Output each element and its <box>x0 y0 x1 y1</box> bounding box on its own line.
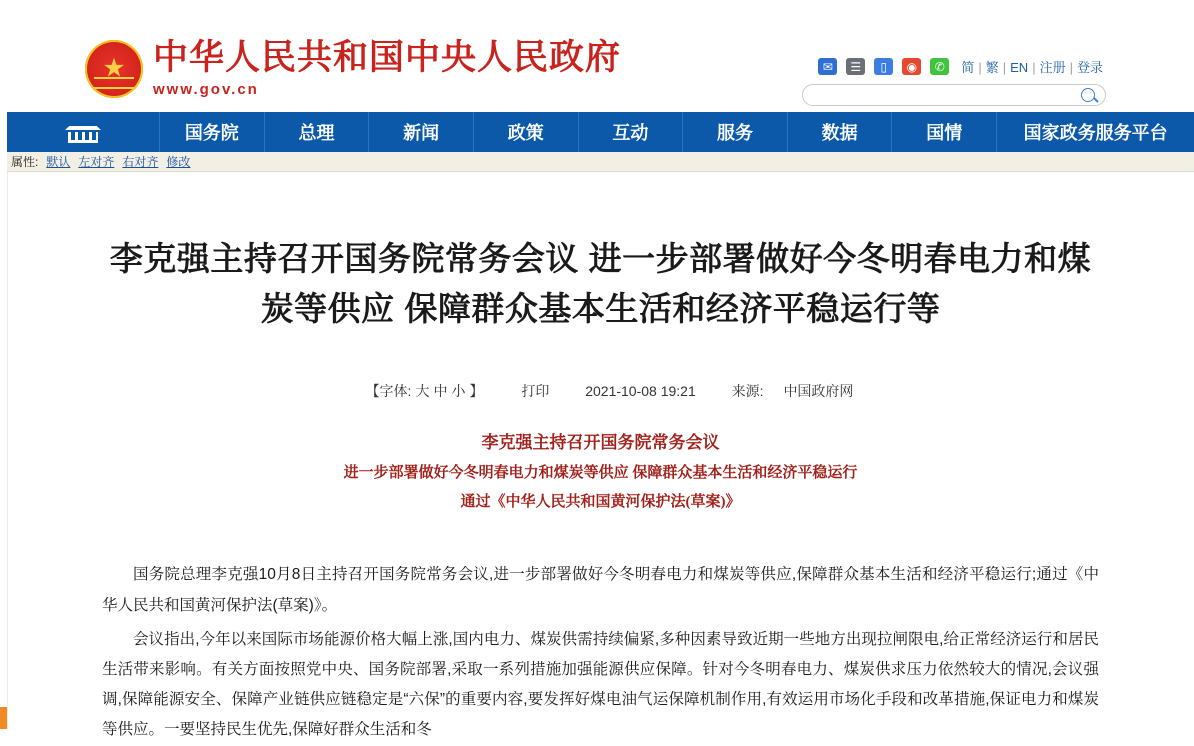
scroll-thumb[interactable] <box>0 707 7 729</box>
nav-item-zongli[interactable]: 总理 <box>265 112 370 152</box>
font-size-medium[interactable]: 中 <box>433 383 448 399</box>
link-login[interactable]: 登录 <box>1076 60 1103 75</box>
lang-links: 简 | 繁 | EN | 注册 | 登录 <box>958 57 1106 76</box>
nav-item-shuju[interactable]: 数据 <box>788 112 893 152</box>
paragraph-1: 国务院总理李克强10月8日主持召开国务院常务会议,进一步部署做好今冬明春电力和煤炭等供应,保障群众基本生活和经济平稳运行;通过《中华人民共和国黄河保护法(草案)》。 <box>102 566 1099 614</box>
article-subtitles <box>102 427 1099 516</box>
link-simplified[interactable]: 简 <box>961 60 975 75</box>
link-register[interactable]: 注册 <box>1039 60 1066 75</box>
nav-item-guowuyuan[interactable]: 国务院 <box>160 112 265 152</box>
article <box>7 234 1194 746</box>
attr-option-align-right[interactable]: 右对齐 <box>122 155 159 169</box>
nav-item-fuwu[interactable]: 服务 <box>683 112 788 152</box>
attribute-bar <box>7 152 1194 172</box>
nav-item-guoqing[interactable]: 国情 <box>892 112 997 152</box>
publish-datetime: 2021-10-08 19:21 <box>585 383 696 399</box>
main-nav <box>7 112 1194 152</box>
font-suffix: 】 <box>469 383 484 399</box>
page-container <box>7 0 1194 739</box>
page-title: 李克强主持召开国务院常务会议 进一步部署做好今冬明春电力和煤炭等供应 保障群众基本生活和经济平稳运行等 <box>109 240 1092 327</box>
nav-item-xinwen[interactable]: 新闻 <box>369 112 474 152</box>
subtitle-3: 通过《中华人民共和国黄河保护法(草案)》 <box>460 493 741 510</box>
link-english[interactable]: EN <box>1010 60 1029 75</box>
nav-item-service-platform[interactable]: 国家政务服务平台 <box>1023 123 1168 143</box>
attr-option-align-left[interactable]: 左对齐 <box>78 155 115 169</box>
national-emblem-icon <box>85 40 143 98</box>
font-size-controls[interactable] <box>364 383 486 399</box>
font-size-small[interactable]: 小 <box>451 383 466 399</box>
site-header <box>7 0 1194 112</box>
wechat-icon[interactable]: ✆ <box>930 58 949 75</box>
site-url: www.gov.cn <box>153 80 259 98</box>
print-button[interactable]: 打印 <box>521 383 550 399</box>
message-icon[interactable]: ☰ <box>846 58 865 75</box>
search-icon[interactable] <box>1081 88 1095 102</box>
font-prefix: 【字体: <box>365 383 412 399</box>
nav-item-hudong[interactable]: 互动 <box>579 112 684 152</box>
site-logo[interactable] <box>85 40 621 98</box>
gov-gate-icon <box>63 120 103 144</box>
source-label: 来源: <box>731 383 764 399</box>
nav-home[interactable] <box>7 112 160 152</box>
attr-option-edit[interactable]: 修改 <box>166 155 191 169</box>
site-title: 中华人民共和国中央人民政府 <box>153 38 622 78</box>
link-traditional[interactable]: 繁 <box>985 60 999 75</box>
font-size-large[interactable]: 大 <box>415 383 430 399</box>
subtitle-2: 进一步部署做好今冬明春电力和煤炭等供应 保障群众基本生活和经济平稳运行 <box>343 465 858 482</box>
nav-item-zhengce[interactable]: 政策 <box>474 112 579 152</box>
subtitle-1: 李克强主持召开国务院常务会议 <box>481 433 720 452</box>
search-box[interactable] <box>802 84 1106 106</box>
article-meta <box>102 381 1099 401</box>
paragraph-2: 会议指出,今年以来国际市场能源价格大幅上涨,国内电力、煤炭供需持续偏紧,多种因素导致近期一些地方出现拉闸限电,给正常经济运行和居民生活带来影响。有关方面按照党中央、国务院部署,采取一系列措施加强能源供应保障。针对今冬明春电力、煤炭供求压力依然较大的情况,会议强调,保障能源安全、保障产业链供应链稳定是“六保”的重要内容,要发挥好煤电油气运保障机制作用,有效运用市场化手段和改革措施,保证电力和煤炭等供应。一要坚持民生优先,保障好群众生活和冬 <box>102 630 1099 739</box>
mail-icon[interactable]: ✉ <box>818 58 837 75</box>
attribute-label: 属性: <box>11 155 39 169</box>
weibo-icon[interactable]: ◉ <box>902 58 921 75</box>
top-toolbar <box>818 57 1106 76</box>
source-name: 中国政府网 <box>783 383 854 399</box>
attr-option-default[interactable]: 默认 <box>46 155 71 169</box>
article-body <box>102 560 1099 745</box>
mobile-icon[interactable]: ▯ <box>874 58 893 75</box>
search-input[interactable] <box>813 87 1081 103</box>
